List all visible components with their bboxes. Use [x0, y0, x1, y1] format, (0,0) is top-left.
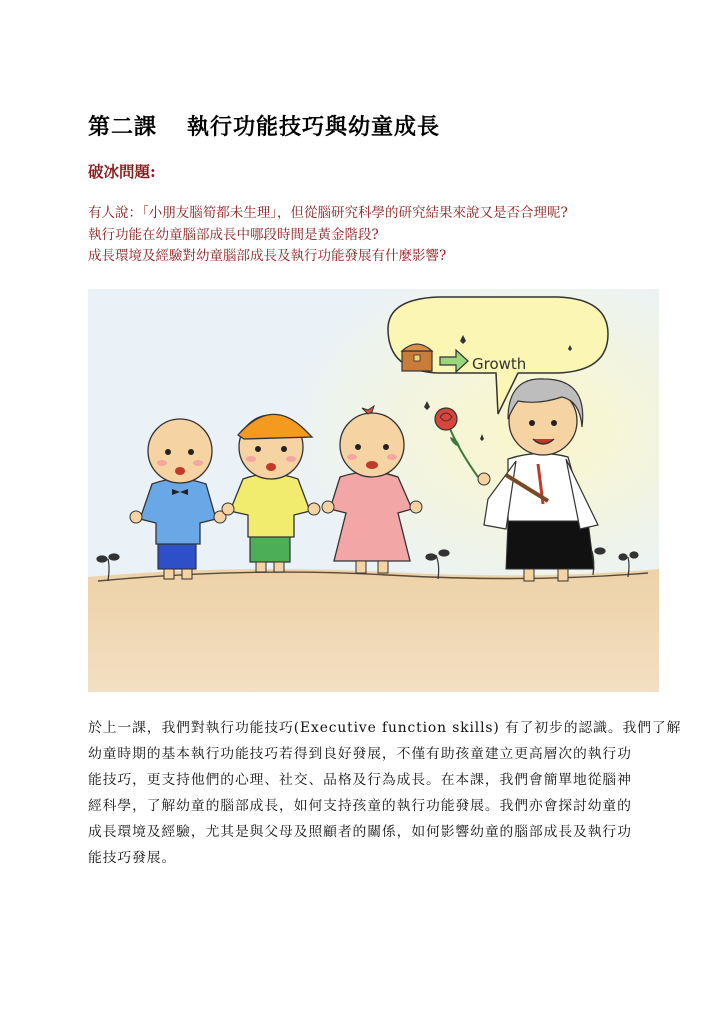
- lesson-name: 執行功能技巧與幼童成長: [187, 114, 441, 140]
- ground: [88, 569, 659, 692]
- lesson-title: [88, 110, 440, 141]
- paragraph-line: 經科學，了解幼童的腦部成長，如何支持孩童的執行功能發展。我們亦會探討幼童的: [88, 798, 632, 814]
- question-item: 有人說：「小朋友腦筍都未生理」，但從腦研究科學的研究結果來說又是否合理呢?: [88, 205, 568, 221]
- children-teacher-illustration: [88, 289, 659, 692]
- question-item: 執行功能在幼童腦部成長中哪段時間是黃金階段?: [88, 226, 379, 243]
- paragraph-line: 成長環境及經驗，尤其是與父母及照顧者的關係，如何影響幼童的腦部成長及執行功: [88, 824, 632, 840]
- growth-label: Growth: [472, 355, 527, 373]
- lesson-number: 第二課: [88, 114, 158, 140]
- question-item: 成長環境及經驗對幼童腦部成長及執行功能發展有什麼影響?: [88, 248, 447, 264]
- paragraph-line: 於上一課，我們對執行功能技巧(Executive function skills) 有了初步的認識。我們了解: [88, 720, 682, 736]
- treasure-chest-icon: [402, 344, 432, 371]
- icebreaker-heading: 破冰問題:: [88, 162, 156, 181]
- lesson-intro-paragraph: [88, 715, 682, 871]
- paragraph-line: 幼童時期的基本執行功能技巧若得到良好發展，不僅有助孩童建立更高層次的執行功: [88, 746, 632, 762]
- paragraph-line: 能技巧，更支持他們的心理、社交、品格及行為成長。在本課，我們會簡單地從腦神: [88, 772, 632, 788]
- icebreaker-questions: [88, 203, 568, 268]
- paragraph-line: 能技巧發展。: [88, 850, 177, 866]
